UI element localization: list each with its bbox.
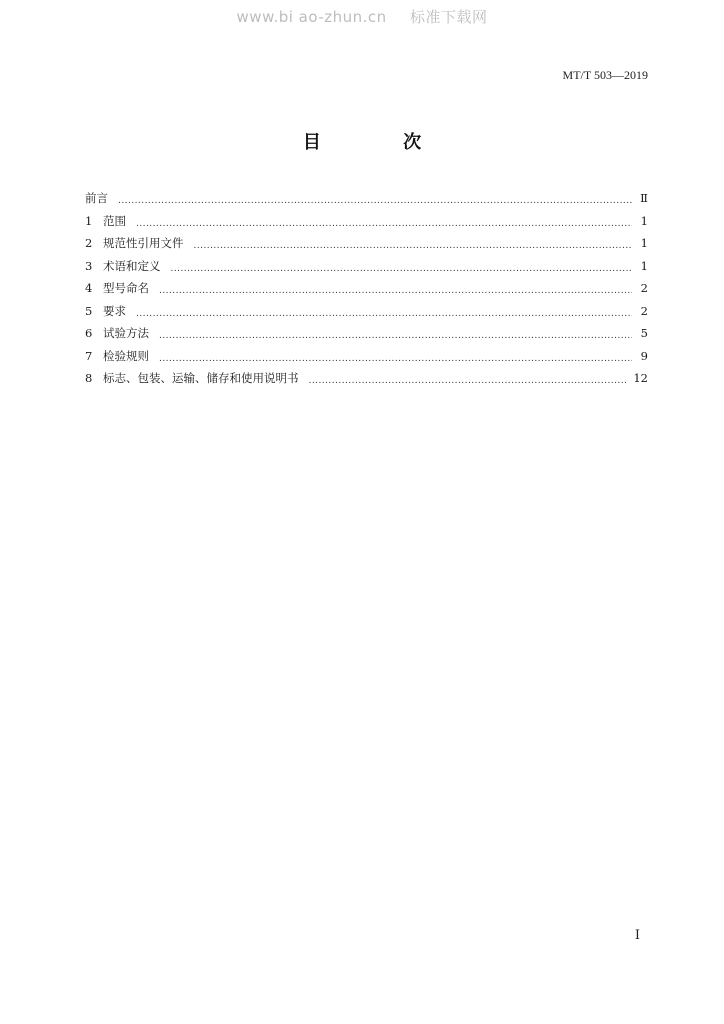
toc-entry-number: 1 [85, 213, 93, 228]
toc-entry-5[interactable] [85, 303, 648, 326]
toc-entry-number: 6 [85, 326, 93, 340]
toc-leader-dots [136, 219, 632, 232]
toc-entry-number: 5 [85, 303, 93, 318]
toc-entry-page: 2 [640, 303, 648, 318]
toc-leader-dots [309, 376, 628, 389]
toc-entry-text: 要求 [103, 303, 126, 318]
toc-entry-page: 2 [640, 281, 648, 295]
toc-entry-6[interactable] [85, 325, 648, 348]
table-of-contents [85, 190, 648, 393]
toc-entry-7[interactable] [85, 348, 648, 371]
toc-entry-text: 检验规则 [103, 348, 149, 363]
toc-entry-page: 12 [633, 371, 648, 385]
watermark [0, 6, 724, 27]
toc-entry-text: 术语和定义 [103, 258, 161, 273]
toc-entry-text: 范围 [103, 213, 126, 228]
toc-entry-foreword[interactable] [85, 190, 648, 213]
toc-entry-number: 3 [85, 258, 93, 273]
toc-entry-4[interactable] [85, 280, 648, 303]
toc-entry-2[interactable] [85, 235, 648, 258]
toc-entry-3[interactable] [85, 258, 648, 281]
toc-title: 目 次 [302, 132, 460, 153]
document-code: MT/T 503—2019 [562, 68, 648, 82]
toc-entry-number: 2 [85, 236, 93, 250]
toc-entry-page: 5 [640, 326, 648, 340]
toc-leader-dots [159, 331, 632, 344]
toc-leader-dots [194, 241, 633, 254]
toc-entry-number: 7 [85, 348, 93, 363]
toc-leader-dots [136, 309, 632, 322]
toc-entry-text: 前言 [85, 191, 108, 205]
toc-entry-8[interactable] [85, 370, 648, 393]
toc-entry-number: 8 [85, 371, 93, 385]
toc-entry-number: 4 [85, 281, 93, 295]
toc-entry-text: 规范性引用文件 [103, 236, 184, 250]
toc-leader-dots [118, 196, 632, 209]
toc-entry-text: 型号命名 [103, 281, 149, 295]
toc-entry-page: 1 [640, 258, 648, 273]
toc-leader-dots [159, 354, 632, 367]
toc-entry-page: Ⅱ [640, 191, 648, 205]
toc-entry-text: 标志、包装、运输、储存和使用说明书 [103, 371, 299, 385]
toc-leader-dots [159, 286, 632, 299]
toc-leader-dots [171, 264, 633, 277]
watermark-site-name: 标准下载网 [409, 8, 488, 26]
toc-entry-page: 9 [640, 348, 648, 363]
toc-entry-text: 试验方法 [103, 326, 149, 340]
watermark-url: www.bi ao-zhun.cn [236, 8, 387, 26]
toc-entry-1[interactable] [85, 213, 648, 236]
toc-entry-page: 1 [640, 213, 648, 228]
toc-entry-page: 1 [640, 236, 648, 250]
page-number: Ⅰ [634, 928, 640, 943]
